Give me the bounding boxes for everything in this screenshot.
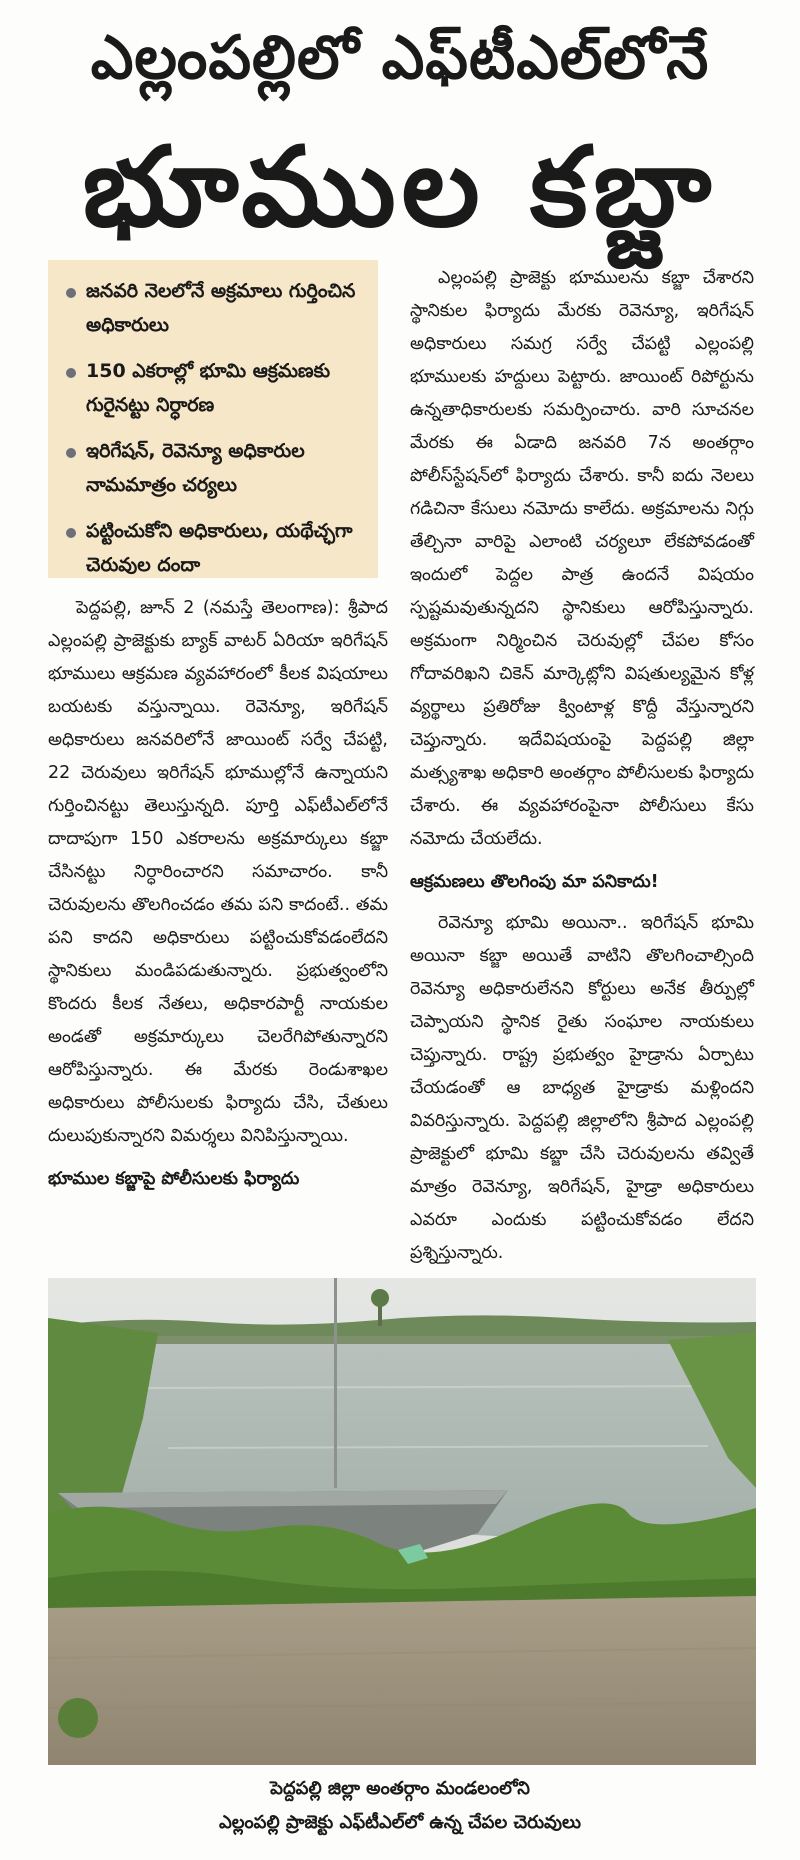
caption-line: పెద్దపల్లి జిల్లా అంతర్గాం మండలంలోని bbox=[270, 1778, 530, 1799]
headline-main: భూముల కబ్జా bbox=[82, 123, 718, 251]
highlight-text: జనవరి నెలలోనే అక్రమాలు గుర్తించిన అధికారులు bbox=[86, 280, 356, 336]
article-paragraph: ఎల్లంపల్లి ప్రాజెక్టు భూములను కబ్జా చేశారని స్థానికుల ఫిర్యాదు మేరకు రెవెన్యూ, ఇరిగేషన్ అధికారులు సమగ్ర సర్వే చేపట్టి ఎల్లంపల్లి భూములకు హద్దులు పెట్టారు. జాయింట్ రిపోర్టును ఉన్నతాధికారులకు సమర్పించారు. వారి సూచనల మేరకు ఈ ఏడాది జనవరి 7న అంతర్గాం పోలీస్‌స్టేషన్‌లో ఫిర్యాదు చేశారు. కానీ ఐదు నెలలు గడిచినా కేసులు నమోదు కాలేదు. అక్రమాలను నిగ్గు తేల్చినా వారిపై ఎలాంటి చర్యలూ లేకపోవడంతో ఇందులో పెద్దల పాత్ర ఉందనే విషయం స్పష్టమవుతున్నదని స్థానికులు ఆరోపిస్తున్నారు. అక్రమంగా నిర్మించిన చెరువుల్లో చేపల కోసం గోదావరిఖని చికెన్ మార్కెట్లోని విషతుల్యమైన కోళ్ల వ్యర్థాలు ప్రతిరోజు క్వింటాళ్ల కొద్దీ వేస్తున్నారని చెప్తున్నారు. ఇదేవిషయంపై పెద్దపల్లి జిల్లా మత్స్యశాఖ అధికారి అంతర్గాం పోలీసులకు ఫిర్యాదు చేశారు. ఈ వ్యవహారంపైనా పోలీసులు కేసు నమోదు చేయలేదు. bbox=[410, 268, 755, 849]
highlight-item bbox=[66, 274, 368, 342]
headline-kicker: ఎల్లంపల్లిలో ఎఫ్‌టీఎల్‌లోనే bbox=[90, 23, 710, 93]
highlight-text: ఇరిగేషన్, రెవెన్యూ అధికారుల నామమాత్రం చర్యలు bbox=[86, 440, 305, 496]
highlight-item bbox=[66, 354, 368, 422]
article-column-right bbox=[410, 262, 754, 1270]
fish-pond-photo bbox=[48, 1278, 756, 1765]
photo-image bbox=[48, 1278, 756, 1765]
bullet-icon bbox=[66, 528, 76, 538]
bullet-icon bbox=[66, 448, 76, 458]
article-paragraph: రెవెన్యూ భూమి అయినా.. ఇరిగేషన్ భూమి అయినా కబ్జా అయితే వాటిని తొలగించాల్సింది రెవెన్యూ అధికారులేనని కోర్టులు అనేక తీర్పుల్లో చెప్పాయని స్థానిక రైతు సంఘాల నాయకులు చెప్తున్నారు. రాష్ట్ర ప్రభుత్వం హైడ్రాను ఏర్పాటు చేయడంతో ఆ బాధ్యత హైడ్రాకు మళ్లిందని వివరిస్తున్నారు. పెద్దపల్లి జిల్లాలోని శ్రీపాద ఎల్లంపల్లి ప్రాజెక్టులో భూమి కబ్జా చేసి చెరువులను తవ్వితే మాత్రం రెవెన్యూ, ఇరిగేషన్, హైడ్రా అధికారులు ఎవరూ ఎందుకు పట్టించుకోవడం లేదని ప్రశ్నిస్తున్నారు. bbox=[410, 913, 754, 1263]
highlight-item bbox=[66, 434, 368, 502]
bullet-icon bbox=[66, 368, 76, 378]
photo-caption bbox=[0, 1772, 800, 1840]
highlight-text: 150 ఎకరాల్లో భూమి ఆక్రమణకు గురైనట్టు నిర్ధారణ bbox=[86, 360, 331, 416]
caption-line: ఎల్లంపల్లి ప్రాజెక్టు ఎఫ్‌టీఎల్‌లో ఉన్న చేపల చెరువులు bbox=[218, 1812, 582, 1833]
highlight-text: పట్టించుకోని అధికారులు, యథేచ్ఛగా చెరువుల దందా bbox=[86, 520, 353, 576]
subheading-removal: ఆక్రమణలు తొలగింపు మా పనికాదు! bbox=[410, 872, 659, 892]
article-column-left bbox=[48, 592, 388, 1204]
subheading-complaint: భూముల కబ్జాపై పోలీసులకు ఫిర్యాదు bbox=[48, 1169, 300, 1189]
bullet-icon bbox=[66, 288, 76, 298]
article-lead: పెద్దపల్లి, జూన్ 2 (నమస్తే తెలంగాణ): శ్రీపాద ఎల్లంపల్లి ప్రాజెక్టుకు బ్యాక్ వాటర్ ఏరియా ఇరిగేషన్ భూములు ఆక్రమణ వ్యవహారంలో కీలక విషయాలు బయటకు వస్తున్నాయి. రెవెన్యూ, ఇరిగేషన్ అధికారులు జనవరిలోనే జాయింట్ సర్వే చేపట్టి, 22 చెరువులు ఇరిగేషన్ భూముల్లోనే ఉన్నాయని గుర్తించినట్టు తెలుస్తున్నది. పూర్తి ఎఫ్‌టీఎల్‌లోనే దాదాపుగా 150 ఎకరాలను అక్రమార్కులు కబ్జా చేసినట్టు నిర్ధారించారని సమాచారం. కానీ చెరువులను తొలగించడం తమ పని కాదంటే.. తమ పని కాదని అధికారులు పట్టించుకోవడంలేదని స్థానికులు మండిపడుతున్నారు. ప్రభుత్వంలోని కొందరు కీలక నేతలు, అధికారపార్టీ నాయకుల అండతో అక్రమార్కులు చెలరేగిపోతున్నారని ఆరోపిస్తున్నారు. ఈ మేరకు రెండుశాఖల అధికారులు పోలీసులకు ఫిర్యాదు చేసి, చేతులు దులుపుకున్నారని విమర్శలు వినిపిస్తున్నాయి. bbox=[48, 598, 388, 1146]
highlights-box bbox=[48, 260, 378, 578]
highlight-item bbox=[66, 514, 368, 582]
